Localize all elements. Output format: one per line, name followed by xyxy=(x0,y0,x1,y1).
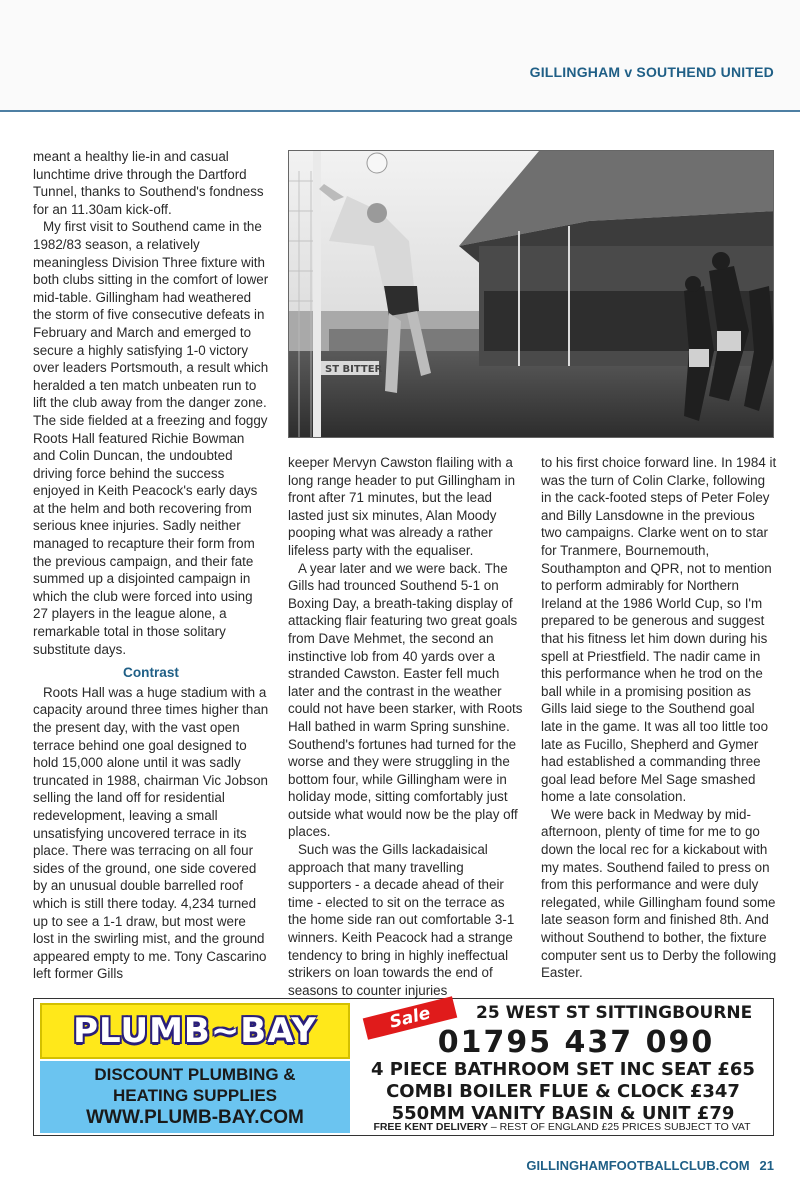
plumb-bay-advert[interactable] xyxy=(33,998,774,1136)
paragraph: Such was the Gills lackadaisical approach that many travelling supporters - a decade ahead of their time - elected to sit on the terrace as the home side ran out comfortable 3-1 winners. Keith Peacock had a strange tendency to bring in highly ineffectual strikers on loan towards the end of seasons to counter injuries xyxy=(288,842,515,998)
paragraph: to his first choice forward line. In 1984 it was the turn of Colin Clarke, following in the cack-footed steps of Peter Foley and Billy Lansdowne in the previous two campaigns. Clarke went on to star for Tranmere, Bournemouth, Southampton and QPR, not to mention to perform admirably for Northern Ireland at the 1986 World Cup, so I'm prepared to be generous and suggest that his fitness let him down during his spell at Priestfield. The nadir came in this performance when he trod on the ball while in a promising position as Gills laid siege to the Southend goal late in the game. It was all too little too late as Fucillo, Shepherd and Gymer had established a commanding three goal lead before Mel Sage smashed home a late consolation. xyxy=(541,455,777,805)
advert-tagline-2: HEATING SUPPLIES xyxy=(112,1086,278,1105)
match-photo xyxy=(288,150,774,438)
sale-badge: Sale xyxy=(363,996,458,1040)
paragraph: keeper Mervyn Cawston flailing with a long range header to put Gillingham in front after 71 minutes, but the lead lasted just six minutes, Alan Moody pooping what was already a rather lifeless party with the equaliser. xyxy=(288,455,516,558)
subheading: Contrast xyxy=(123,665,179,681)
advert-offer: COMBI BOILER FLUE & CLOCK £347 xyxy=(386,1081,740,1102)
paragraph: meant a healthy lie-in and casual lunchtime drive through the Dartford Tunnel, thanks to Southend's fondness for an 11.30am kick-off. xyxy=(33,149,264,217)
footer-website-link[interactable]: GILLINGHAMFOOTBALLCLUB.COM xyxy=(526,1158,750,1173)
delivery-note-bold: FREE KENT DELIVERY xyxy=(373,1121,488,1133)
logo-text: PLUMB~BAY xyxy=(73,1011,317,1051)
advert-offer: 550MM VANITY BASIN & UNIT £79 xyxy=(391,1103,735,1124)
advert-phone-number[interactable]: 01795 437 090 xyxy=(437,1025,715,1060)
paragraph: We were back in Medway by mid-afternoon, plenty of time for me to go down the local rec for a kickabout with my mates. Southend failed to press on from this performance and were duly relegated, while Gillingham found some late season form and finished 8th. And without Southend to bother, the fixture computer sent us to Derby the following Easter. xyxy=(541,806,777,981)
advert-offer: 4 PIECE BATHROOM SET INC SEAT £65 xyxy=(371,1059,755,1080)
delivery-note-rest: – REST OF ENGLAND £25 PRICES SUBJECT TO VAT xyxy=(487,1121,751,1133)
match-photo-illustration xyxy=(289,151,774,438)
paragraph: Roots Hall was a huge stadium with a capacity around three times higher than the present day, with the vast open terrace behind one goal designed to hold 15,000 alone until it was sadly truncated in 1988, chairman Vic Jobson selling the land off for residential redevelopment, leaving a small unsatisfying uncovered terrace in its place. There was terracing on all four sides of the ground, one side covered by an unusual double barrelled roof which is still there today. 4,234 turned up to see a 1-1 draw, but most were lost in the swirling mist, and the ground appeared empty to me. Tony Cascarino left former Gills xyxy=(33,684,269,982)
stadium-banner-text: ST BITTER xyxy=(325,364,383,375)
running-head: GILLINGHAM v SOUTHEND UNITED xyxy=(529,64,774,80)
advert-delivery-note xyxy=(352,1121,772,1133)
page-number: 21 xyxy=(759,1158,774,1173)
plumb-bay-logo xyxy=(40,1003,350,1059)
article-column-2 xyxy=(288,454,524,999)
advert-right-panel xyxy=(356,1001,770,1133)
paragraph: A year later and we were back. The Gills had trounced Southend 5-1 on Boxing Day, a breath-taking display of attacking flair featuring two great goals from Dave Mehmet, the second an instinctive lob from 40 yards over a stranded Cawston. Easter fell much later and the contrast in the weather could not have been starker, with Roots Hall bathed in warm Spring sunshine. Southend's fortunes had turned for the worse and they were struggling in the bottom four, while Gillingham were in holiday mode, sitting comfortably just outside what would now be the play off places. xyxy=(288,560,523,840)
header-rule xyxy=(0,110,800,112)
advert-blue-panel xyxy=(40,1061,350,1133)
advert-tagline-1: DISCOUNT PLUMBING & xyxy=(94,1065,296,1084)
advert-address: 25 WEST ST SITTINGBOURNE xyxy=(476,1003,753,1023)
advert-url-link[interactable]: WWW.PLUMB-BAY.COM xyxy=(86,1107,304,1128)
article-column-3 xyxy=(541,454,779,982)
paragraph: My first visit to Southend came in the 1982/83 season, a relatively meaningless Division Three fixture with both clubs sitting in the comfort of lower mid-table. Gillingham had weathered the storm of five consecutive defeats in February and March and emerged to secure a highly satisfying 1-0 victory over leaders Portsmouth, a result which heralded a ten match unbeaten run to lift the club away from the danger zone. The side fielded at a freezing and foggy Roots Hall featured Richie Bowman and Colin Duncan, the undoubted driving force behind the success enjoyed in Keith Peacock's early days at the helm and both recovering from serious knee injuries. Sadly neither managed to recapture their form from the previous campaign, and their fate summed up a disjointed campaign in which the club were forced into using 27 players in the league alone, a remarkable total in those solitary substitute days. xyxy=(33,219,269,657)
article-column-1 xyxy=(33,148,269,983)
page-footer xyxy=(526,1158,774,1173)
page-header xyxy=(0,0,800,112)
advert-left-panel xyxy=(36,1001,354,1133)
